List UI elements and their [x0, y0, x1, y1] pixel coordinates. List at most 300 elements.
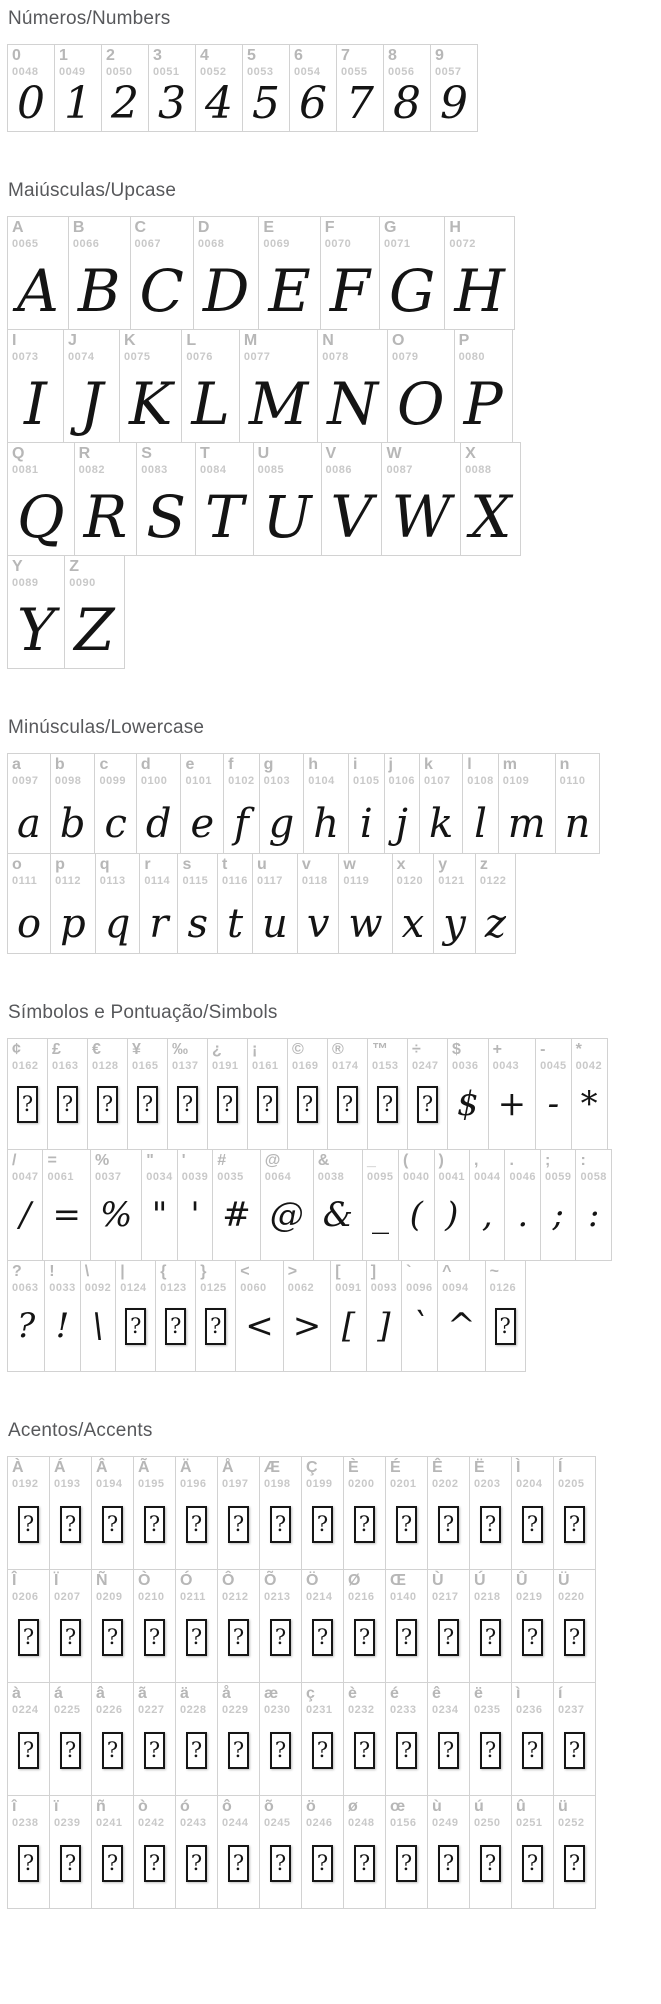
cell-meta — [554, 1683, 595, 1717]
cell-meta — [554, 1457, 595, 1491]
cell-character-label: û — [516, 1798, 526, 1815]
cell-meta — [8, 1683, 49, 1717]
cell-character-label: a — [12, 756, 21, 773]
cell-decimal-code: 0043 — [492, 1060, 520, 1072]
glyph-area — [8, 1073, 47, 1149]
cell-meta — [512, 1570, 553, 1604]
glyph-area — [260, 1491, 301, 1569]
cell-character-label: ø — [348, 1798, 358, 1815]
cell-meta — [302, 1457, 343, 1491]
glyph-area — [302, 1717, 343, 1795]
cell-character-label: 6 — [294, 47, 303, 64]
cell-meta — [434, 854, 475, 888]
glyph-area — [92, 1604, 133, 1682]
glyph-cell — [193, 216, 260, 330]
cell-decimal-code: 0124 — [120, 1282, 147, 1294]
cell-decimal-code: 0209 — [96, 1591, 123, 1603]
cell-character-label: B — [72, 219, 85, 236]
cell-character-label: , — [474, 1152, 479, 1169]
cell-decimal-code: 0095 — [367, 1171, 394, 1183]
cell-character-label: é — [390, 1685, 399, 1702]
cell-meta — [92, 1457, 133, 1491]
glyph-area — [399, 1184, 433, 1260]
glyph-area — [318, 364, 387, 442]
cell-decimal-code: 0242 — [138, 1817, 165, 1829]
script-glyph: 2 — [111, 78, 139, 130]
script-glyph: 4 — [205, 78, 233, 130]
cell-meta — [363, 1150, 398, 1184]
glyph-area — [386, 1717, 427, 1795]
cell-meta — [120, 330, 181, 364]
cell-character-label: : — [580, 1152, 586, 1169]
cell-character-label: Ï — [54, 1572, 59, 1589]
glyph-area — [261, 1184, 313, 1260]
glyph-area — [476, 888, 515, 953]
glyph-area — [386, 1830, 427, 1908]
glyph-row — [8, 329, 513, 443]
glyph-area — [8, 1604, 49, 1682]
cell-character-label: Ø — [348, 1572, 361, 1589]
script-glyph: I — [24, 369, 47, 438]
missing-glyph-icon: ? — [60, 1845, 81, 1882]
missing-glyph-icon: ? — [228, 1619, 249, 1656]
glyph-cell — [47, 1038, 88, 1150]
script-glyph: G — [389, 256, 436, 325]
glyph-area — [541, 1184, 575, 1260]
glyph-area — [178, 888, 217, 953]
glyph-cell — [301, 1569, 344, 1683]
cell-decimal-code: 0063 — [12, 1282, 39, 1294]
glyph-cell — [68, 216, 131, 330]
cell-meta — [218, 1457, 259, 1491]
cell-meta — [382, 443, 460, 477]
cell-meta — [489, 1039, 536, 1073]
glyph-area — [512, 1491, 553, 1569]
glyph-area — [45, 1295, 79, 1371]
glyph-cell — [430, 44, 478, 132]
cell-character-label: s — [182, 856, 192, 873]
missing-glyph-icon: ? — [522, 1732, 543, 1769]
cell-meta — [470, 1796, 511, 1830]
script-glyph: a — [17, 801, 41, 847]
glyph-area — [328, 1073, 367, 1149]
cell-character-label: ã — [138, 1685, 147, 1702]
glyph-area — [8, 1491, 49, 1569]
script-glyph: L — [191, 369, 230, 438]
cell-character-label: F — [324, 219, 335, 236]
cell-character-label: 8 — [388, 47, 397, 64]
cell-character-label: æ — [264, 1685, 279, 1702]
glyph-cell — [94, 753, 136, 854]
script-glyph: h — [313, 801, 340, 847]
glyph-row — [8, 1795, 596, 1909]
missing-glyph-icon: ? — [396, 1506, 417, 1543]
cell-character-label: e — [185, 756, 195, 773]
cell-decimal-code: 0054 — [294, 66, 321, 78]
script-glyph: T — [204, 482, 244, 551]
cell-character-label: 5 — [247, 47, 256, 64]
cell-decimal-code: 0232 — [348, 1704, 375, 1716]
cell-meta — [339, 854, 391, 888]
script-glyph: 6 — [299, 78, 327, 130]
missing-glyph-icon: ? — [102, 1732, 123, 1769]
script-glyph: 9 — [440, 78, 468, 130]
glyph-cell — [7, 1456, 50, 1570]
cell-decimal-code: 0226 — [96, 1704, 123, 1716]
glyph-cell — [127, 1038, 168, 1150]
cell-meta — [253, 854, 297, 888]
cell-meta — [243, 45, 289, 79]
glyph-cell — [259, 1682, 302, 1796]
glyph-cell — [485, 1260, 526, 1372]
glyph-area — [331, 1295, 365, 1371]
glyph-cell — [136, 442, 196, 556]
script-glyph: m — [507, 801, 546, 847]
missing-glyph-icon: ? — [438, 1845, 459, 1882]
glyph-cell — [488, 1038, 537, 1150]
cell-decimal-code: 0079 — [392, 351, 419, 363]
glyph-cell — [475, 853, 516, 954]
cell-meta — [55, 45, 101, 79]
glyph-cell — [343, 1456, 386, 1570]
cell-character-label: O — [392, 332, 405, 349]
cell-character-label: ~ — [489, 1263, 500, 1280]
cell-decimal-code: 0193 — [54, 1478, 81, 1490]
glyph-cell — [434, 1149, 470, 1261]
cell-decimal-code: 0045 — [540, 1060, 567, 1072]
glyph-area — [380, 251, 444, 329]
glyph-area — [142, 1184, 176, 1260]
cell-meta — [140, 854, 177, 888]
missing-glyph-icon: ? — [137, 1086, 158, 1123]
glyph-cell — [384, 753, 420, 854]
glyph-area — [486, 1295, 525, 1371]
missing-glyph-icon: ? — [270, 1845, 291, 1882]
glyph-cell — [343, 1569, 386, 1683]
missing-glyph-icon: ? — [17, 1086, 38, 1123]
cell-decimal-code: 0109 — [502, 775, 530, 787]
cell-character-label: Å — [222, 1459, 234, 1476]
script-glyph: E — [268, 256, 311, 325]
cell-meta — [218, 1683, 259, 1717]
cell-decimal-code: 0050 — [106, 66, 133, 78]
cell-meta — [284, 1261, 331, 1295]
cell-decimal-code: 0191 — [212, 1060, 239, 1072]
script-glyph: F — [329, 256, 371, 325]
cell-decimal-code: 0081 — [12, 464, 39, 476]
script-glyph: 5 — [252, 78, 280, 130]
glyph-area — [463, 788, 497, 853]
cell-decimal-code: 0049 — [59, 66, 86, 78]
glyph-cell — [330, 1260, 366, 1372]
cell-character-label: P — [458, 332, 470, 349]
glyph-area — [96, 888, 140, 953]
glyph-cell — [469, 1682, 512, 1796]
cell-decimal-code: 0051 — [153, 66, 180, 78]
missing-glyph-icon: ? — [18, 1619, 39, 1656]
script-glyph: - — [547, 1084, 560, 1124]
cell-meta — [290, 45, 336, 79]
cell-character-label: > — [287, 1263, 298, 1280]
cell-decimal-code: 0246 — [306, 1817, 333, 1829]
glyph-area — [50, 1830, 91, 1908]
cell-meta — [50, 1457, 91, 1491]
glyph-area — [420, 788, 462, 853]
glyph-area — [298, 888, 339, 953]
glyph-area — [8, 251, 68, 329]
glyph-cell — [289, 44, 337, 132]
cell-decimal-code: 0057 — [435, 66, 462, 78]
cell-character-label: Ë — [474, 1459, 485, 1476]
cell-decimal-code: 0162 — [12, 1060, 39, 1072]
glyph-cell — [460, 442, 521, 556]
cell-character-label: ÷ — [412, 1041, 421, 1058]
cell-character-label: - — [540, 1041, 546, 1058]
script-glyph: < — [245, 1306, 274, 1346]
glyph-cell — [7, 442, 75, 556]
glyph-area — [428, 1491, 469, 1569]
script-glyph: w — [348, 901, 383, 947]
glyph-area — [218, 888, 252, 953]
cell-character-label: 4 — [200, 47, 209, 64]
cell-decimal-code: 0099 — [99, 775, 126, 787]
cell-decimal-code: 0070 — [324, 238, 352, 250]
cell-meta — [349, 754, 383, 788]
glyph-row — [8, 1038, 608, 1150]
cell-meta — [445, 217, 514, 251]
glyph-area — [576, 1184, 610, 1260]
glyph-area — [8, 1184, 42, 1260]
cell-character-label: Ã — [138, 1459, 150, 1476]
cell-meta — [92, 1683, 133, 1717]
cell-decimal-code: 0227 — [138, 1704, 165, 1716]
glyph-cell — [223, 753, 259, 854]
cell-meta — [470, 1457, 511, 1491]
cell-meta — [470, 1683, 511, 1717]
glyph-area — [512, 1717, 553, 1795]
section-upcase-grid — [8, 216, 661, 669]
cell-decimal-code: 0033 — [49, 1282, 76, 1294]
section-symbols-grid — [8, 1038, 661, 1372]
glyph-cell — [362, 1149, 399, 1261]
cell-character-label: Â — [96, 1459, 108, 1476]
glyph-row — [8, 853, 516, 954]
cell-character-label: $ — [452, 1041, 461, 1058]
cell-character-label: œ — [390, 1798, 406, 1815]
glyph-cell — [287, 1038, 328, 1150]
glyph-cell — [313, 1149, 363, 1261]
glyph-cell — [260, 1149, 314, 1261]
script-glyph: P — [463, 369, 503, 438]
glyph-area — [304, 788, 348, 853]
glyph-row — [8, 1456, 596, 1570]
cell-meta — [178, 854, 217, 888]
missing-glyph-icon: ? — [270, 1732, 291, 1769]
cell-meta — [178, 1150, 212, 1184]
missing-glyph-icon: ? — [18, 1732, 39, 1769]
glyph-area — [344, 1717, 385, 1795]
cell-meta — [8, 1796, 49, 1830]
cell-meta — [142, 1150, 176, 1184]
cell-character-label: ] — [370, 1263, 377, 1280]
glyph-row — [8, 753, 600, 854]
glyph-row — [8, 1682, 596, 1796]
glyph-area — [92, 1717, 133, 1795]
cell-character-label: å — [222, 1685, 231, 1702]
cell-decimal-code: 0218 — [474, 1591, 501, 1603]
script-glyph: 3 — [158, 78, 186, 130]
missing-glyph-icon: ? — [480, 1619, 501, 1656]
cell-decimal-code: 0123 — [160, 1282, 187, 1294]
cell-decimal-code: 0224 — [12, 1704, 39, 1716]
glyph-cell — [141, 1149, 177, 1261]
cell-character-label: G — [384, 219, 397, 236]
missing-glyph-icon: ? — [564, 1619, 585, 1656]
cell-decimal-code: 0106 — [388, 775, 415, 787]
cell-decimal-code: 0101 — [185, 775, 212, 787]
glyph-row — [8, 1260, 526, 1372]
script-glyph: t — [226, 901, 244, 947]
glyph-area — [470, 1184, 504, 1260]
cell-meta — [288, 1039, 327, 1073]
glyph-cell — [195, 44, 243, 132]
cell-meta — [428, 1683, 469, 1717]
missing-glyph-icon: ? — [312, 1845, 333, 1882]
missing-glyph-icon: ? — [186, 1506, 207, 1543]
script-glyph: o — [17, 901, 42, 947]
script-glyph: ' — [190, 1195, 200, 1235]
cell-meta — [8, 330, 63, 364]
missing-glyph-icon: ? — [522, 1506, 543, 1543]
cell-decimal-code: 0077 — [243, 351, 271, 363]
cell-meta — [435, 1150, 469, 1184]
cell-decimal-code: 0251 — [516, 1817, 543, 1829]
missing-glyph-icon: ? — [396, 1845, 417, 1882]
script-glyph: d — [145, 801, 172, 847]
glyph-cell — [511, 1682, 554, 1796]
cell-decimal-code: 0111 — [12, 875, 38, 887]
cell-meta — [322, 443, 382, 477]
cell-character-label: © — [292, 1041, 304, 1058]
script-glyph: y — [443, 901, 466, 947]
glyph-area — [512, 1830, 553, 1908]
cell-meta — [50, 1570, 91, 1604]
missing-glyph-icon: ? — [377, 1086, 398, 1123]
glyph-cell — [195, 1260, 236, 1372]
cell-character-label: ó — [180, 1798, 190, 1815]
cell-character-label: Œ — [390, 1572, 406, 1589]
glyph-cell — [367, 1038, 408, 1150]
glyph-area — [218, 1717, 259, 1795]
cell-decimal-code: 0097 — [12, 775, 39, 787]
cell-meta — [196, 443, 253, 477]
cell-decimal-code: 0206 — [12, 1591, 39, 1603]
cell-decimal-code: 0080 — [458, 351, 486, 363]
cell-decimal-code: 0058 — [580, 1171, 607, 1183]
cell-character-label: \ — [84, 1263, 90, 1280]
script-glyph: O — [397, 369, 445, 438]
cell-meta — [380, 217, 444, 251]
glyph-cell — [133, 1682, 176, 1796]
missing-glyph-icon: ? — [125, 1308, 146, 1345]
glyph-area — [218, 1830, 259, 1908]
missing-glyph-icon: ? — [354, 1732, 375, 1769]
cell-meta — [260, 1796, 301, 1830]
glyph-area — [470, 1717, 511, 1795]
cell-character-label: ' — [181, 1152, 186, 1169]
glyph-cell — [212, 1149, 261, 1261]
glyph-area — [554, 1491, 595, 1569]
cell-meta — [8, 443, 74, 477]
cell-decimal-code: 0103 — [263, 775, 291, 787]
glyph-area — [431, 79, 477, 135]
glyph-cell — [7, 1795, 50, 1909]
cell-meta — [8, 1570, 49, 1604]
script-glyph: " — [151, 1195, 168, 1235]
glyph-area — [386, 1491, 427, 1569]
cell-character-label: d — [140, 756, 151, 773]
glyph-cell — [148, 44, 196, 132]
cell-meta — [314, 1150, 362, 1184]
cell-character-label: J — [68, 332, 77, 349]
glyph-area — [337, 79, 383, 135]
script-glyph: s — [187, 901, 208, 947]
cell-decimal-code: 0252 — [558, 1817, 585, 1829]
cell-decimal-code: 0235 — [474, 1704, 501, 1716]
missing-glyph-icon: ? — [257, 1086, 278, 1123]
cell-decimal-code: 0064 — [264, 1171, 292, 1183]
section-lowercase-grid — [8, 753, 661, 954]
glyph-area — [260, 1717, 301, 1795]
cell-character-label: L — [186, 332, 197, 349]
glyph-area — [363, 1184, 398, 1260]
glyph-area — [254, 477, 321, 555]
glyph-row — [8, 555, 125, 669]
glyph-area — [92, 1830, 133, 1908]
cell-decimal-code: 0194 — [96, 1478, 123, 1490]
missing-glyph-icon: ? — [354, 1506, 375, 1543]
cell-character-label: t — [221, 856, 228, 873]
glyph-cell — [427, 1795, 470, 1909]
glyph-cell — [301, 1456, 344, 1570]
cell-decimal-code: 0156 — [390, 1817, 417, 1829]
glyph-area — [131, 251, 193, 329]
cell-decimal-code: 0034 — [146, 1171, 173, 1183]
missing-glyph-icon: ? — [495, 1308, 516, 1345]
cell-decimal-code: 0087 — [386, 464, 413, 476]
cell-meta — [156, 1261, 195, 1295]
cell-character-label: ® — [332, 1041, 344, 1058]
glyph-cell — [175, 1569, 218, 1683]
cell-decimal-code: 0117 — [257, 875, 283, 887]
missing-glyph-icon: ? — [522, 1845, 543, 1882]
glyph-cell — [7, 1038, 48, 1150]
glyph-area — [218, 1604, 259, 1682]
cell-decimal-code: 0126 — [489, 1282, 517, 1294]
cell-meta — [8, 217, 68, 251]
cell-decimal-code: 0234 — [432, 1704, 459, 1716]
glyph-area — [344, 1491, 385, 1569]
cell-character-label: ñ — [96, 1798, 106, 1815]
cell-decimal-code: 0125 — [200, 1282, 227, 1294]
cell-character-label: Y — [12, 558, 23, 575]
glyph-cell — [91, 1795, 134, 1909]
cell-decimal-code: 0093 — [370, 1282, 398, 1294]
glyph-cell — [381, 442, 461, 556]
glyph-cell — [398, 1149, 434, 1261]
cell-character-label: Ù — [432, 1572, 444, 1589]
glyph-area — [470, 1491, 511, 1569]
